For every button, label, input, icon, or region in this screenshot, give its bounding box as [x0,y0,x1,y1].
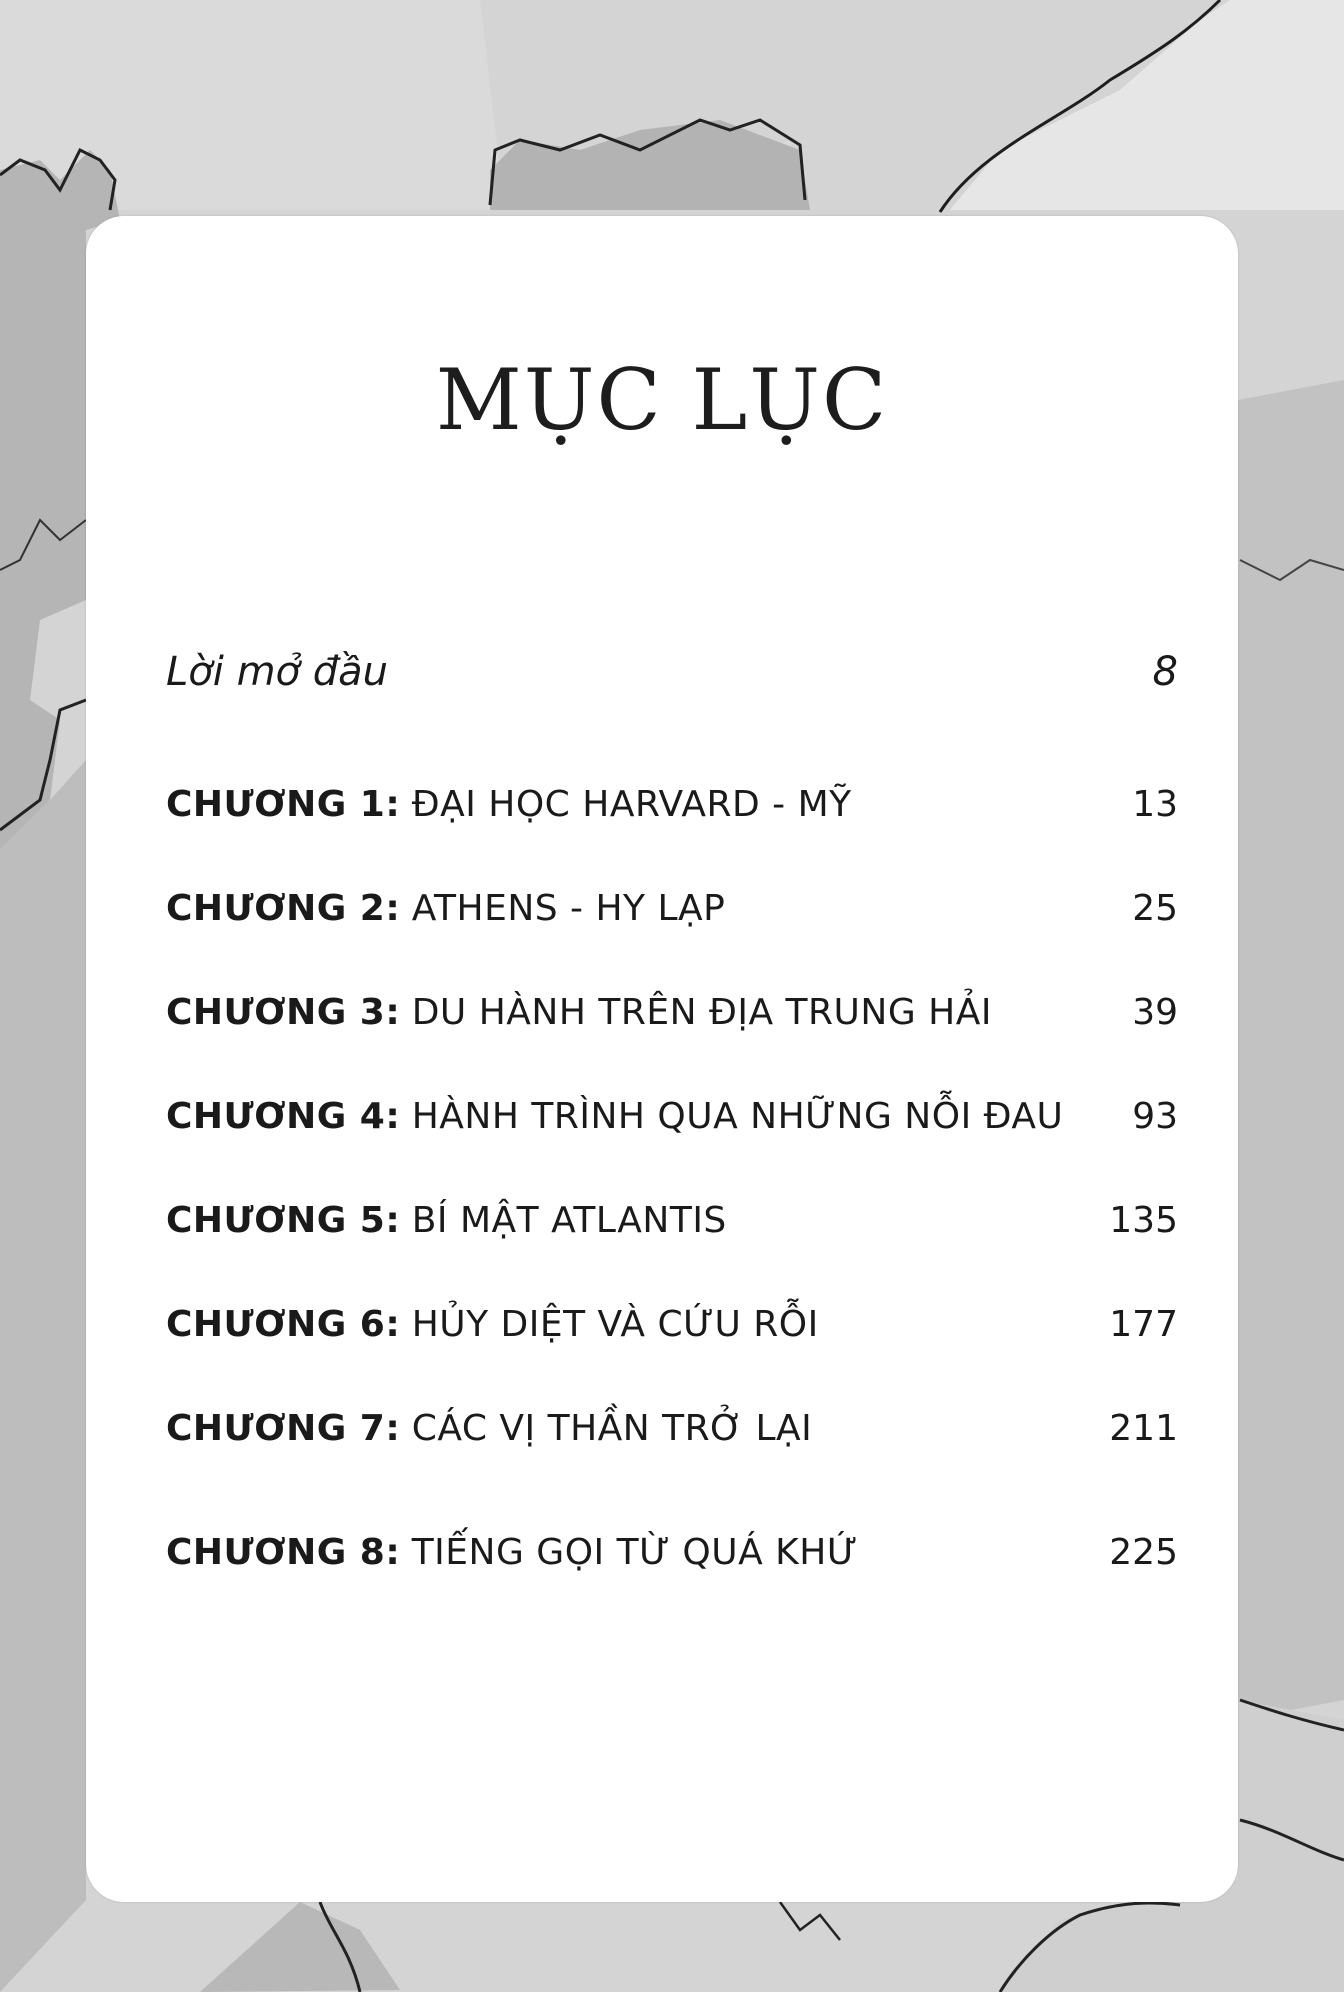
toc-entry-page: 39 [1132,991,1178,1033]
chapter-name: ATHENS - HY LẠP [411,887,726,929]
chapter-name: CÁC VỊ THẦN TRỞ LẠI [411,1407,813,1449]
toc-list [166,216,1178,1902]
chapter-prefix: CHƯƠNG 6: [166,1303,401,1345]
toc-entry-chapter-3[interactable] [166,982,1178,1042]
toc-entry-chapter-1[interactable] [166,774,1178,834]
toc-entry-page: 13 [1132,783,1178,825]
toc-entry-chapter-5[interactable] [166,1190,1178,1250]
chapter-name: BÍ MẬT ATLANTIS [411,1199,727,1241]
chapter-prefix: CHƯƠNG 2: [166,887,401,929]
toc-entry-chapter-4[interactable] [166,1086,1178,1146]
chapter-name: ĐẠI HỌC HARVARD - MỸ [411,783,852,825]
chapter-prefix: CHƯƠNG 5: [166,1199,401,1241]
page-title: MỤC LỤC [435,351,889,449]
chapter-prefix: CHƯƠNG 7: [166,1407,401,1449]
toc-entry-intro[interactable] [166,642,1178,702]
chapter-prefix: CHƯƠNG 1: [166,783,401,825]
toc-entry-chapter-7[interactable] [166,1398,1178,1458]
chapter-name: TIẾNG GỌI TỪ QUÁ KHỨ [411,1531,859,1573]
toc-entry-page: 177 [1109,1303,1178,1345]
toc-entry-chapter-8[interactable] [166,1522,1178,1582]
table-of-contents-card [86,216,1238,1902]
toc-entry-page: 25 [1132,887,1178,929]
chapter-prefix: CHƯƠNG 8: [166,1531,401,1573]
toc-entry-chapter-2[interactable] [166,878,1178,938]
toc-entry-page: 135 [1109,1199,1178,1241]
toc-entry-chapter-6[interactable] [166,1294,1178,1354]
chapter-name: HỦY DIỆT VÀ CỨU RỖI [411,1303,819,1345]
chapter-prefix: CHƯƠNG 4: [166,1095,401,1137]
toc-entry-page: 8 [1152,649,1178,695]
chapter-prefix: CHƯƠNG 3: [166,991,401,1033]
toc-entry-label: Lời mở đầu [166,649,388,695]
toc-entry-page: 225 [1109,1531,1178,1573]
chapter-name: HÀNH TRÌNH QUA NHỮNG NỖI ĐAU [411,1095,1064,1137]
toc-entry-page: 93 [1132,1095,1178,1137]
toc-entry-page: 211 [1109,1407,1178,1449]
chapter-name: DU HÀNH TRÊN ĐỊA TRUNG HẢI [411,991,992,1033]
